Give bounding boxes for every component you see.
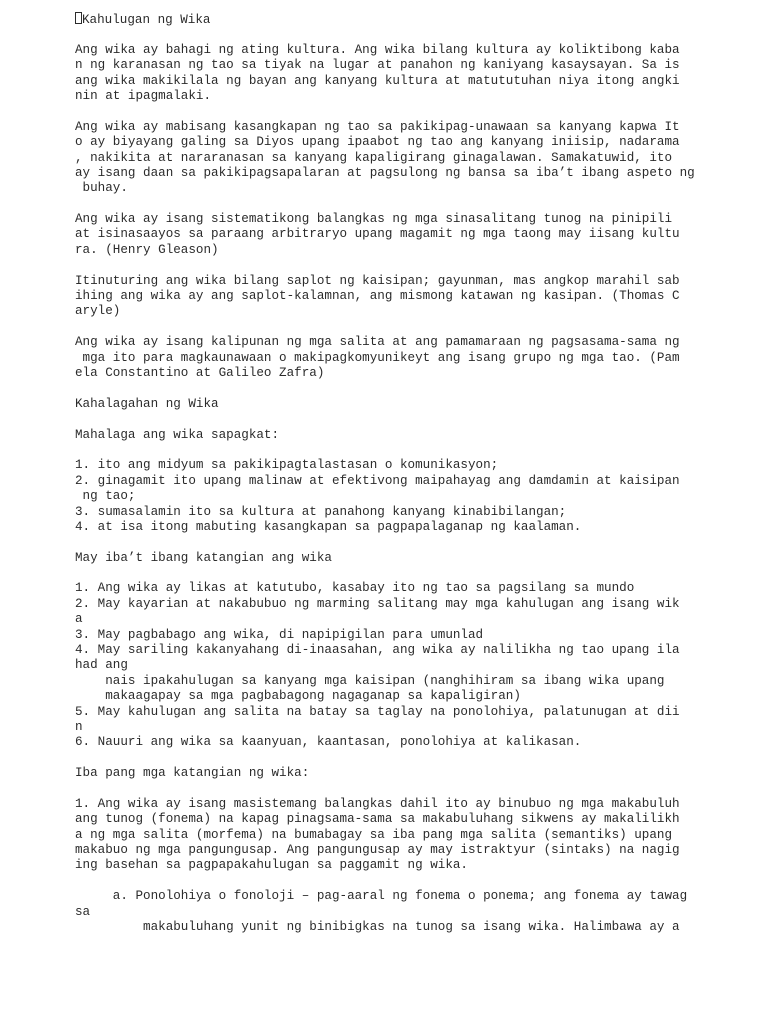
blank-line — [75, 320, 755, 335]
blank-line — [75, 443, 755, 458]
text-line: Ang wika ay isang kalipunan ng mga salita at ang pamamaraan ng pagsasama-sama ng — [75, 335, 680, 350]
blank-line — [75, 566, 755, 581]
text-line: o ay biyayang galing sa Diyos upang ipaabot ng tao ang kanyang iniisip, nadarama — [75, 135, 680, 150]
missing-glyph-icon — [75, 12, 82, 24]
text-line: 1. ito ang midyum sa pakikipagtalastasan o komunikasyon; — [75, 458, 499, 473]
blank-line — [75, 751, 755, 766]
text-line: 2. ginagamit ito upang malinaw at efektivong maipahayag ang damdamin at kaisipan — [75, 473, 680, 488]
text-line: at isinasaayos sa paraang arbitraryo upang magamit ng mga taong may iisang kultu — [75, 227, 680, 242]
paragraph — [75, 120, 755, 197]
paragraph — [75, 797, 755, 874]
text-line: 6. Nauuri ang wika sa kaanyuan, kaantasan, ponolohiya at kalikasan. — [75, 735, 582, 750]
text-line: 4. at isa itong mabuting kasangkapan sa pagpapalaganap ng kaalaman. — [75, 519, 582, 534]
text-line: Mahalaga ang wika sapagkat: — [75, 427, 280, 442]
text-line: a ng mga salita (morfema) na bumabagay sa iba pang mga salita (semantiks) upang — [75, 827, 673, 842]
text-line: ra. (Henry Gleason) — [75, 242, 219, 257]
paragraph — [75, 551, 755, 566]
text-line: Kahalagahan ng Wika — [75, 396, 219, 411]
paragraph — [75, 212, 755, 258]
blank-line — [75, 412, 755, 427]
text-line: a. Ponolohiya o fonoloji – pag-aaral ng fonema o ponema; ang fonema ay tawag — [75, 889, 688, 904]
paragraph — [75, 428, 755, 443]
blank-line — [75, 104, 755, 119]
text-line: 1. Ang wika ay isang masistemang balangkas dahil ito ay binubuo ng mga makabuluh — [75, 796, 680, 811]
blank-line — [75, 27, 755, 42]
text-line: a — [75, 612, 83, 627]
paragraph — [75, 458, 755, 535]
text-line: makabuo ng mga pangungusap. Ang pangungusap ay may istraktyur (sintaks) na nagig — [75, 843, 680, 858]
text-line: 1. Ang wika ay likas at katutubo, kasabay ito ng tao sa pagsilang sa mundo — [75, 581, 635, 596]
text-line: aryle) — [75, 304, 121, 319]
text-line: ay isang daan sa pakikipagsapalaran at pagsulong ng bansa sa iba’t ibang aspeto ng — [75, 165, 695, 180]
text-line: had ang — [75, 658, 128, 673]
document-title: Kahulugan ng Wika — [75, 12, 755, 27]
blank-line — [75, 874, 755, 889]
text-line: sa — [75, 904, 91, 919]
text-line: ng tao; — [75, 489, 136, 504]
text-line: buhay. — [75, 181, 128, 196]
text-line: n ng karanasan ng tao sa tiyak na lugar at panahon ng kaniyang kasaysayan. Sa is — [75, 58, 680, 73]
text-line: 2. May kayarian at nakabubuo ng marming salitang may mga kahulugan ang isang wik — [75, 596, 680, 611]
paragraph — [75, 581, 755, 750]
text-line: Itinuturing ang wika bilang saplot ng kaisipan; gayunman, mas angkop marahil sab — [75, 273, 680, 288]
text-line: n — [75, 719, 83, 734]
blank-line — [75, 782, 755, 797]
text-line: 4. May sariling kakanyahang di-inaasahan, ang wika ay nalilikha ng tao upang ila — [75, 643, 680, 658]
text-line: 3. sumasalamin ito sa kultura at panahong kanyang kinabibilangan; — [75, 504, 567, 519]
text-line: Ang wika ay isang sistematikong balangkas ng mga sinasalitang tunog na pinipili — [75, 212, 673, 227]
text-line: , nakikita at nararanasan sa kanyang kapaligirang ginagalawan. Samakatuwid, ito — [75, 150, 673, 165]
document-body — [75, 43, 755, 936]
text-line: ang wika makikilala ng bayan ang kanyang kultura at matututuhan niya itong angki — [75, 73, 680, 88]
text-line: Ang wika ay mabisang kasangkapan ng tao sa pakikipag-unawaan sa kanyang kapwa It — [75, 119, 680, 134]
blank-line — [75, 535, 755, 550]
blank-line — [75, 197, 755, 212]
text-line: mga ito para magkaunawaan o makipagkomyunikeyt ang isang grupo ng mga tao. (Pam — [75, 350, 680, 365]
paragraph — [75, 766, 755, 781]
text-line: ihing ang wika ay ang saplot-kalamnan, ang mismong katawan ng kasipan. (Thomas C — [75, 289, 680, 304]
text-line: 3. May pagbabago ang wika, di napipigilan para umunlad — [75, 627, 484, 642]
text-line: Iba pang mga katangian ng wika: — [75, 766, 310, 781]
text-line: 5. May kahulugan ang salita na batay sa taglay na ponolohiya, palatunugan at dii — [75, 704, 680, 719]
text-line: ing basehan sa pagpapakahulugan sa paggamit ng wika. — [75, 858, 468, 873]
text-line: makabuluhang yunit ng binibigkas na tunog sa isang wika. Halimbawa ay a — [75, 920, 680, 935]
text-line: nais ipakahulugan sa kanyang mga kaisipan (nanghihiram sa ibang wika upang — [75, 673, 665, 688]
paragraph — [75, 335, 755, 381]
text-line: ang tunog (fonema) na kapag pinagsama-sama sa makabuluhang sikwens ay makalilikh — [75, 812, 680, 827]
paragraph — [75, 274, 755, 320]
text-line: May iba’t ibang katangian ang wika — [75, 550, 332, 565]
text-line: makaagapay sa mga pagbabagong nagaganap sa kapaligiran) — [75, 689, 521, 704]
paragraph — [75, 43, 755, 105]
text-line: Ang wika ay bahagi ng ating kultura. Ang wika bilang kultura ay koliktibong kaba — [75, 42, 680, 57]
text-line: nin at ipagmalaki. — [75, 88, 212, 103]
paragraph — [75, 397, 755, 412]
paragraph — [75, 889, 755, 935]
text-line: ela Constantino at Galileo Zafra) — [75, 365, 325, 380]
blank-line — [75, 258, 755, 273]
document-page — [75, 12, 755, 935]
blank-line — [75, 381, 755, 396]
